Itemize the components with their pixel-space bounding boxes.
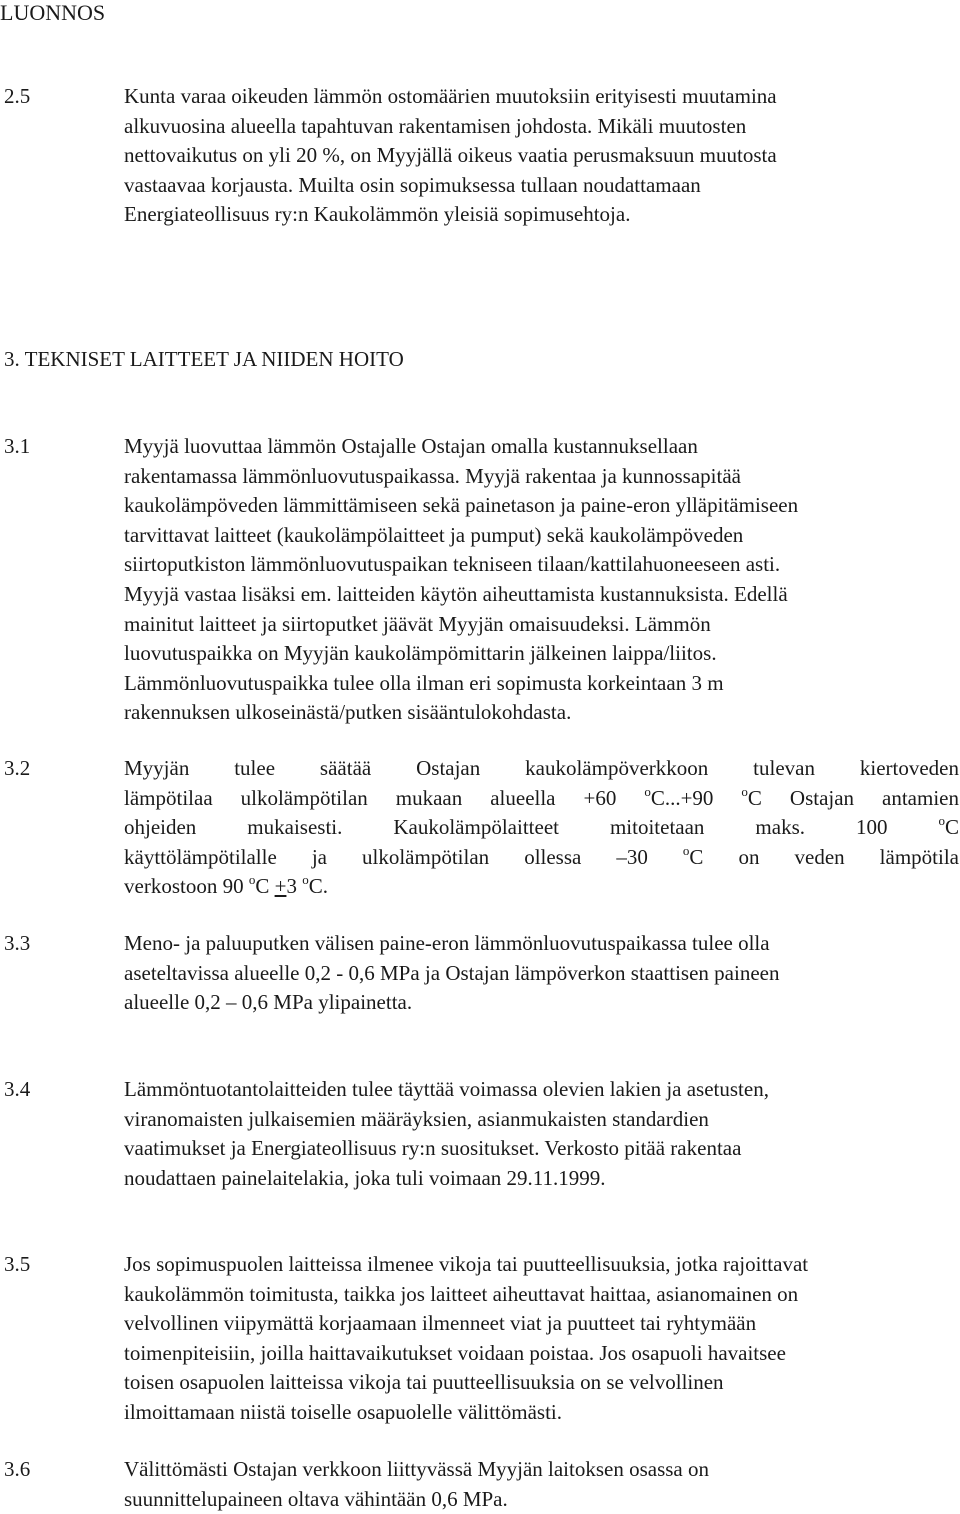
text-line: ohjeiden mukaisesti. Kaukolämpölaitteet mitoitetaan maks. 100 $^o$C (124, 813, 959, 840)
text-line: verkostoon 90 $^o$C +3 $^o$C. (124, 872, 328, 899)
text-line: Lämmönluovutuspaikka tulee olla ilman eri sopimusta korkeintaan 3 m (124, 670, 724, 695)
text-line: vaatimukset ja Energiateollisuus ry:n suositukset. Verkosto pitää rakentaa (124, 1136, 742, 1161)
section-number: 2.5 (4, 84, 31, 108)
text-line: Kunta varaa oikeuden lämmön ostomäärien muutoksiin erityisesti muutamina (124, 84, 777, 108)
plus-minus: + (274, 874, 287, 899)
text-line: vastaavaa korjausta. Muilta osin sopimuksessa tullaan noudattamaan (124, 172, 701, 197)
text-line: kaukolämpöveden lämmittämiseen sekä painetason ja paine-eron ylläpitämiseen (124, 493, 799, 518)
text-line: noudattaen painelaitelakia, joka tuli voimaan 29.11.1999. (124, 1165, 606, 1190)
section-number: 3.2 (4, 756, 31, 780)
text-line: käyttölämpötilalle ja ulkolämpötilan ollessa –30 $^o$C on veden lämpötila (124, 842, 959, 869)
text-line: lämpötilaa ulkolämpötilan mukaan alueella +60 $^o$C...+90 $^o$C Ostajan antamien (124, 783, 959, 810)
text-line: mainitut laitteet ja siirtoputket jäävät Myyjän omaisuudeksi. Lämmön (124, 611, 711, 636)
text-line: viranomaisten julkaisemien määräyksien, asianmukaisten standardien (124, 1106, 709, 1131)
text-line: aseteltavissa alueelle 0,2 - 0,6 MPa ja Ostajan lämpöverkon staattisen paineen (124, 960, 780, 985)
degree-sign: o (682, 842, 690, 858)
degree-sign: o (741, 783, 748, 799)
text-line: suunnittelupaineen oltava vähintään 0,6 MPa. (124, 1486, 508, 1511)
text-line: kaukolämmön toimitusta, taikka jos laitteet aiheuttavat haittaa, asianomainen on (124, 1281, 799, 1306)
text-line: toisen osapuolen laitteissa vikoja tai puutteellisuuksia on se velvollinen (124, 1370, 724, 1395)
section-number: 3.3 (4, 931, 31, 955)
degree-sign: o (248, 872, 256, 888)
text-line: tarvittavat laitteet (kaukolämpölaitteet ja pumput) sekä kaukolämpöveden (124, 522, 744, 547)
text-line: Myyjän tulee säätää Ostajan kaukolämpöverkkoon tulevan kiertoveden (124, 756, 959, 780)
degree-sign: o (938, 813, 945, 829)
text-line: Lämmöntuotantolaitteiden tulee täyttää voimassa olevien lakien ja asetusten, (124, 1077, 769, 1101)
text-line: Myyjä luovuttaa lämmön Ostajalle Ostajan omalla kustannuksellaan (124, 434, 698, 458)
section-number: 3.1 (4, 434, 31, 458)
text-line: Välittömästi Ostajan verkkoon liittyvässä Myyjän laitoksen osassa on (124, 1457, 709, 1481)
degree-sign: o (302, 872, 309, 888)
section-number: 3.4 (4, 1077, 31, 1101)
degree-sign: o (644, 783, 651, 799)
text-line: ilmoittamaan niistä toiselle osapuolelle välittömästi. (124, 1399, 562, 1424)
text-line: rakentamassa lämmönluovutuspaikassa. Myyjä rakentaa ja kunnossapitää (124, 463, 741, 488)
text-line: Meno- ja paluuputken välisen paine-eron lämmönluovutuspaikassa tulee olla (124, 931, 770, 955)
text-line: toimenpiteisiin, joilla haittavaikutukset voidaan poistaa. Jos osapuoli havaitsee (124, 1340, 786, 1365)
text-line: rakennuksen ulkoseinästä/putken sisääntulokohdasta. (124, 700, 572, 725)
text-line: Energiateollisuus ry:n Kaukolämmön yleisiä sopimusehtoja. (124, 202, 631, 227)
text-line: luovutuspaikka on Myyjän kaukolämpömittarin jälkeinen laippa/liitos. (124, 641, 717, 666)
text-line: Jos sopimuspuolen laitteissa ilmenee vikoja tai puutteellisuuksia, jotka rajoittavat (124, 1252, 809, 1276)
text-line: nettovaikutus on yli 20 %, on Myyjällä oikeus vaatia perusmaksuun muutosta (124, 143, 777, 168)
text-line: Myyjä vastaa lisäksi em. laitteiden käytön aiheuttamista kustannuksista. Edellä (124, 581, 788, 606)
text-line: alkuvuosina alueella tapahtuvan rakentamisen johdosta. Mikäli muutosten (124, 113, 747, 138)
text-line: velvollinen viipymättä korjaamaan ilmenneet viat ja puutteet tai ryhtymään (124, 1311, 757, 1336)
section-number: 3.6 (4, 1457, 31, 1481)
draft-label: LUONNOS (0, 0, 106, 25)
section-heading: 3. TEKNISET LAITTEET JA NIIDEN HOITO (4, 347, 404, 371)
text-line: siirtoputkiston lämmönluovutuspaikan tekniseen tilaan/kattilahuoneeseen asti. (124, 552, 781, 577)
section-number: 3.5 (4, 1252, 31, 1276)
text-line: alueelle 0,2 – 0,6 MPa ylipainetta. (124, 990, 413, 1015)
